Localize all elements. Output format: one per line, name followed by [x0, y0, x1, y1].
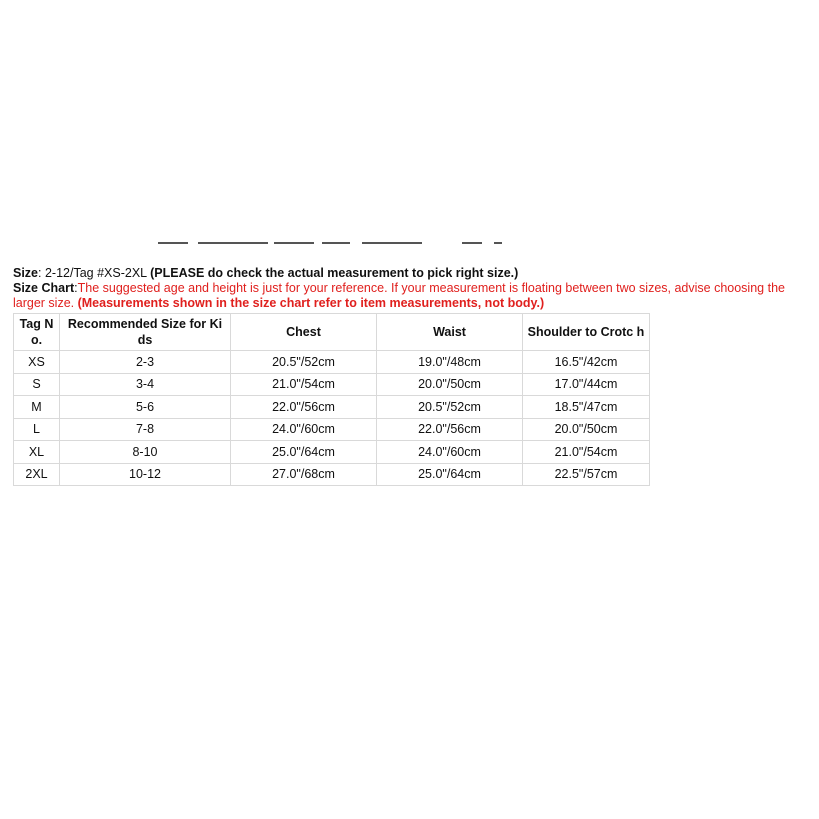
header-shoulder-to-crotch: Shoulder to Crotc h: [523, 314, 650, 351]
table-row: [14, 396, 650, 419]
table-header-row: [14, 314, 650, 351]
cell-waist: 25.0"/64cm: [377, 463, 523, 486]
size-chart-note: The suggested age and height is just for your reference. If your measurement is floating between two sizes, advise choosing the larger size.: [13, 281, 785, 310]
table-row: [14, 418, 650, 441]
size-separator: :: [38, 266, 45, 280]
cell-shoulder-to-crotch: 21.0"/54cm: [523, 441, 650, 464]
header-chest: Chest: [231, 314, 377, 351]
cell-tag: XL: [14, 441, 60, 464]
cell-shoulder-to-crotch: 17.0"/44cm: [523, 373, 650, 396]
table-row: [14, 441, 650, 464]
cell-tag: M: [14, 396, 60, 419]
cell-chest: 27.0"/68cm: [231, 463, 377, 486]
cell-tag: 2XL: [14, 463, 60, 486]
size-value: 2-12/Tag #XS-2XL: [44, 266, 151, 280]
size-chart-emphasis: (Measurements shown in the size chart refer to item measurements, not body.): [77, 296, 545, 310]
size-line: [13, 266, 803, 281]
cell-shoulder-to-crotch: 22.5"/57cm: [523, 463, 650, 486]
cell-shoulder-to-crotch: 20.0"/50cm: [523, 418, 650, 441]
header-tag-no: Tag N o.: [14, 314, 60, 351]
size-description: [13, 266, 803, 311]
cell-chest: 22.0"/56cm: [231, 396, 377, 419]
cell-waist: 20.0"/50cm: [377, 373, 523, 396]
cell-tag: L: [14, 418, 60, 441]
cell-tag: S: [14, 373, 60, 396]
cell-tag: XS: [14, 351, 60, 374]
cell-waist: 24.0"/60cm: [377, 441, 523, 464]
cell-chest: 20.5"/52cm: [231, 351, 377, 374]
cell-kids-size: 8-10: [60, 441, 231, 464]
table-row: [14, 373, 650, 396]
size-table: [13, 313, 650, 486]
cell-kids-size: 10-12: [60, 463, 231, 486]
table-row: [14, 351, 650, 374]
cropped-text-remnant: [150, 240, 510, 246]
cell-waist: 22.0"/56cm: [377, 418, 523, 441]
cell-kids-size: 5-6: [60, 396, 231, 419]
cell-waist: 20.5"/52cm: [377, 396, 523, 419]
size-chart-label: Size Chart: [13, 281, 75, 295]
cell-shoulder-to-crotch: 16.5"/42cm: [523, 351, 650, 374]
cell-chest: 21.0"/54cm: [231, 373, 377, 396]
size-label: Size: [13, 266, 39, 280]
cell-kids-size: 2-3: [60, 351, 231, 374]
size-chart-line: [13, 281, 803, 311]
cell-kids-size: 7-8: [60, 418, 231, 441]
size-check-note: (PLEASE do check the actual measurement to pick right size.): [150, 266, 519, 280]
header-recommended-size: Recommended Size for Ki ds: [60, 314, 231, 351]
cell-kids-size: 3-4: [60, 373, 231, 396]
cell-chest: 24.0"/60cm: [231, 418, 377, 441]
cell-chest: 25.0"/64cm: [231, 441, 377, 464]
table-row: [14, 463, 650, 486]
cell-waist: 19.0"/48cm: [377, 351, 523, 374]
header-waist: Waist: [377, 314, 523, 351]
size-chart-separator: :: [74, 281, 78, 295]
cell-shoulder-to-crotch: 18.5"/47cm: [523, 396, 650, 419]
